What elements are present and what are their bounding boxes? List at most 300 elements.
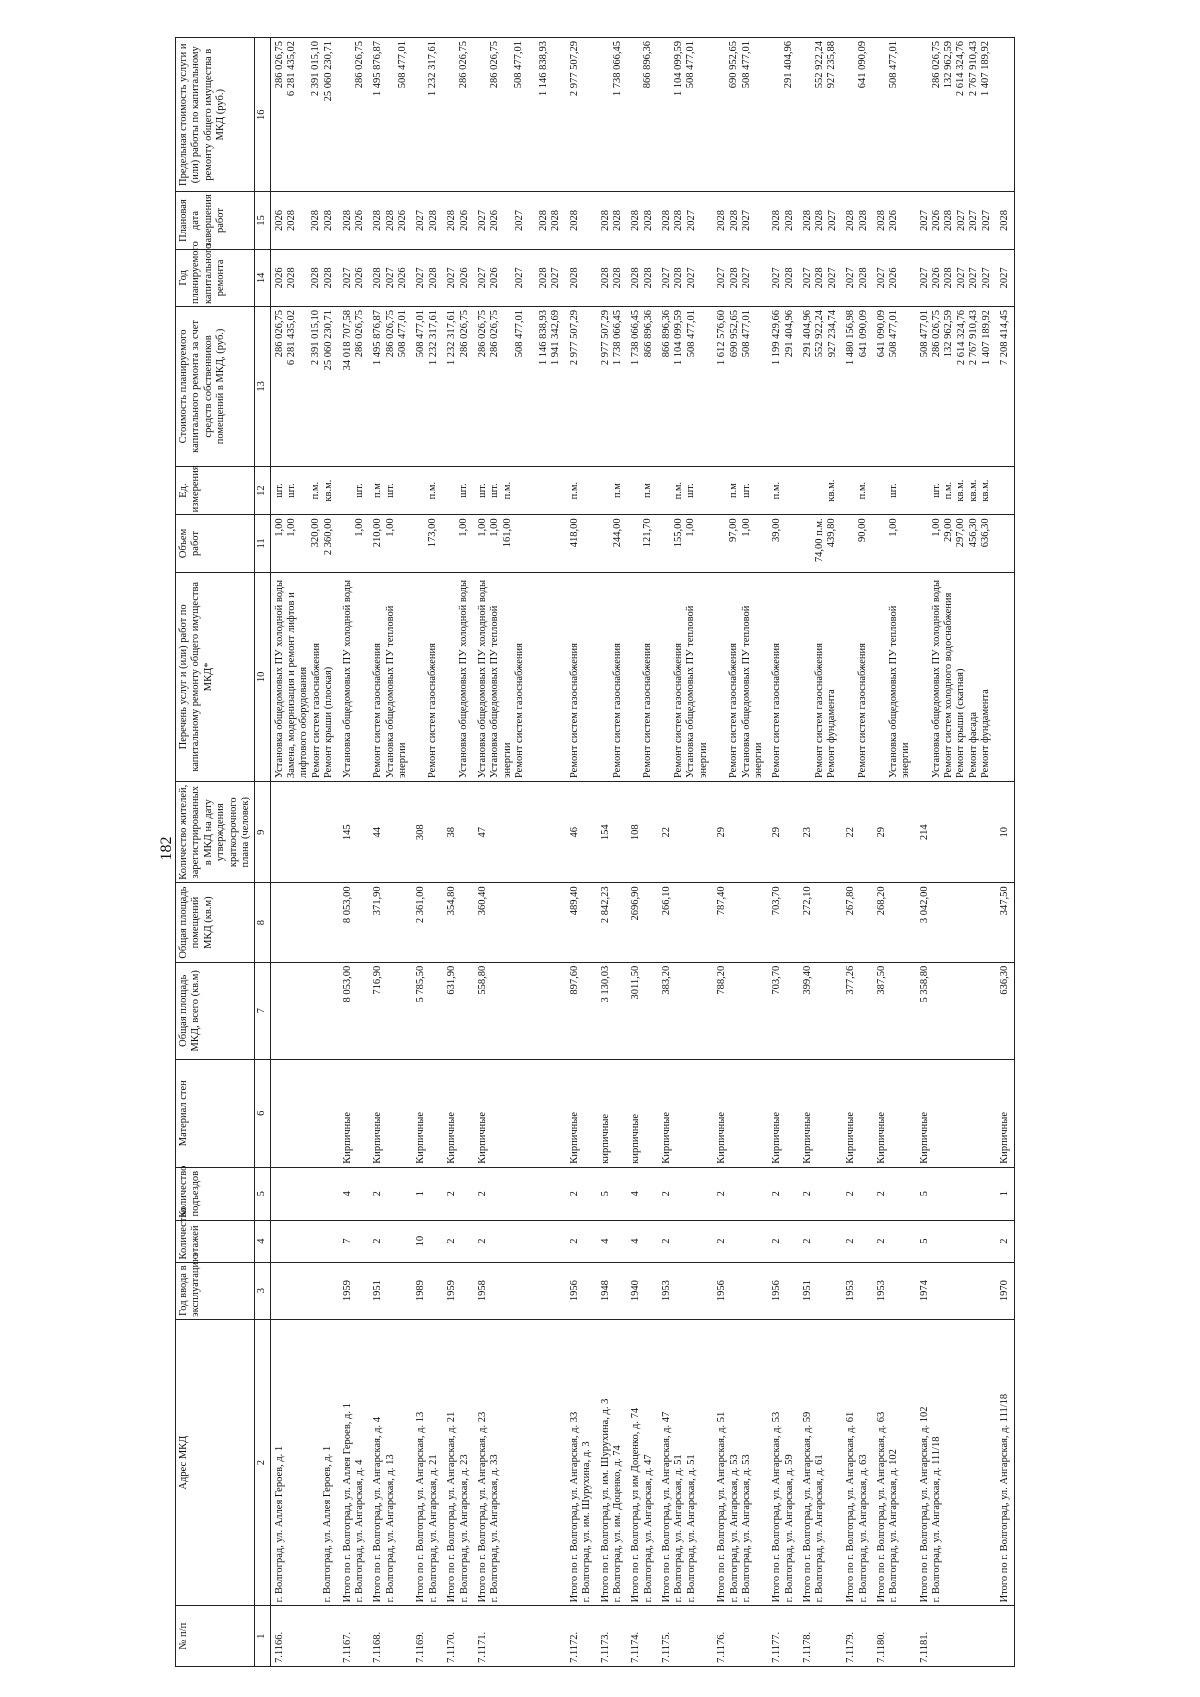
- unit-cell-line: кв.м.: [980, 479, 992, 502]
- column-number: 9: [255, 782, 270, 883]
- unit-cell: [270, 466, 338, 514]
- address-cell-line: [286, 1323, 298, 1603]
- completion-date-cell-line: 2028: [568, 210, 580, 232]
- limit-cost-cell-line: 1 232 317,61: [427, 41, 439, 97]
- planned-year-cell-line: 2026: [931, 267, 942, 289]
- volume-cell-line: 210,00: [372, 518, 384, 548]
- cost-cell-line: 641 090,09: [857, 310, 869, 358]
- entrances-cell: 2: [369, 1167, 412, 1220]
- completion-date-cell-line: 2028: [814, 210, 826, 232]
- works-list-cell: [566, 572, 597, 781]
- works-list-cell: [597, 572, 628, 781]
- address-cell-line: г. Волгоград, ул. Ангарская, д. 47: [642, 1454, 654, 1603]
- cost-cell-line: 286 026,75: [476, 310, 488, 358]
- works-list-cell-line: Установка общедомовых ПУ тепловой энергии: [489, 605, 513, 779]
- unit-cell-line: [342, 470, 354, 511]
- unit-cell-line: шт.: [740, 483, 752, 498]
- table-row: [627, 38, 658, 1667]
- residents-cell: 29: [768, 782, 799, 883]
- completion-date-cell-line: 2028: [771, 210, 783, 232]
- floors-cell: 2: [566, 1220, 597, 1262]
- wall-material-cell: Кирпичные: [369, 1059, 412, 1167]
- floors-cell: 2: [873, 1220, 916, 1262]
- planned-year-cell-line: 2028: [814, 267, 826, 289]
- volume-cell-line: 1,00: [489, 518, 501, 537]
- floors-cell: 7: [339, 1220, 370, 1262]
- limit-cost-cell-line: 552 922,24: [814, 41, 825, 89]
- unit-cell: [597, 466, 628, 514]
- works-list-cell: [873, 572, 916, 781]
- planned-year-cell-line: 2028: [673, 267, 685, 289]
- floors-cell: 2: [658, 1220, 713, 1262]
- limit-cost-cell: [339, 38, 370, 192]
- unit-cell-line: [630, 470, 642, 511]
- cost-cell-line: 2 767 910,43: [968, 310, 980, 366]
- cost-cell-line: 508 477,01: [740, 310, 752, 358]
- address-cell: [270, 1319, 338, 1606]
- volume-cell-line: 418,00: [568, 518, 580, 548]
- works-list-cell-line: Ремонт систем холодного водоснабжения: [943, 592, 954, 779]
- cost-cell: [658, 307, 713, 467]
- floors-cell: 5: [916, 1220, 996, 1262]
- unit-cell: [412, 466, 443, 514]
- planned-year-cell: [369, 249, 412, 306]
- works-list-cell-line: Замена, модернизация и ремонт лифтов и лифтового оборудования: [286, 592, 310, 779]
- entrances-cell: [270, 1167, 338, 1220]
- cost-cell-line: 1 199 429,66: [771, 310, 783, 366]
- row-number: 7.1168.: [369, 1606, 412, 1667]
- works-list-cell-line: Установка общедомовых ПУ холодной воды: [458, 579, 470, 779]
- volume-cell-line: 29,00: [943, 518, 954, 542]
- unit-cell: [474, 466, 566, 514]
- completion-date-cell-line: 2026: [458, 210, 470, 232]
- limit-cost-cell-line: 1 495 876,87: [372, 41, 384, 97]
- limit-cost-cell-line: 508 477,01: [396, 41, 408, 89]
- limit-cost-cell: [873, 38, 916, 192]
- premises-area-cell: 266,10: [658, 883, 713, 962]
- planned-year-cell-line: 2026: [273, 267, 285, 289]
- completion-date-cell: [412, 192, 443, 249]
- unit-cell-line: кв.м.: [322, 479, 334, 502]
- address-cell-line: Итого по г. Волгоград, ул. Ангарская, д. 13: [415, 1411, 427, 1603]
- address-cell-line: Итого по г. Волгоград, ул. Аллея Героев, д. 1: [341, 1403, 353, 1603]
- planned-year-cell: [842, 249, 873, 306]
- cost-cell-line: 1 232 317,61: [427, 310, 439, 366]
- completion-date-cell-line: [526, 195, 538, 245]
- limit-cost-cell-line: 6 281 435,02: [286, 41, 297, 97]
- limit-cost-cell-line: 286 026,75: [458, 41, 470, 89]
- limit-cost-cell-line: [526, 41, 538, 188]
- planned-year-cell-line: 2027: [845, 267, 857, 289]
- volume-cell-line: 1,00: [685, 518, 697, 537]
- unit-cell-line: п.м.: [568, 481, 580, 500]
- header-row: [176, 38, 255, 1667]
- address-cell: [713, 1319, 768, 1606]
- cost-cell-line: 866 896,36: [642, 310, 654, 358]
- limit-cost-cell-line: 2 767 910,43: [967, 41, 979, 97]
- planned-year-cell: [566, 249, 597, 306]
- cost-cell-line: 291 404,96: [802, 310, 813, 358]
- total-area-cell: 3011,50: [627, 962, 658, 1059]
- completion-date-cell-line: 2028: [427, 210, 439, 232]
- limit-cost-cell-line: [630, 41, 642, 188]
- column-number: 8: [255, 883, 270, 962]
- wall-material-cell: Кирпичные: [474, 1059, 566, 1167]
- residents-cell: 10: [996, 782, 1015, 883]
- limit-cost-cell-line: [919, 41, 931, 188]
- completion-date-cell-line: 2026: [273, 210, 285, 232]
- completion-date-cell-line: 2028: [875, 210, 887, 232]
- completion-date-cell: [996, 192, 1015, 249]
- limit-cost-cell-line: 2 977 507,29: [568, 41, 580, 97]
- unit-cell-line: шт.: [476, 483, 488, 498]
- volume-cell: [412, 515, 443, 572]
- column-number: 11: [255, 515, 270, 572]
- planned-year-cell-line: 2028: [857, 267, 869, 289]
- completion-date-cell-line: 2028: [728, 210, 740, 232]
- completion-date-cell: [713, 192, 768, 249]
- planned-year-cell-line: 2027: [446, 267, 458, 289]
- entrances-cell: 2: [566, 1167, 597, 1220]
- residents-cell: [270, 782, 338, 883]
- cost-cell-line: 2 977 507,29: [599, 310, 611, 366]
- completion-date-cell-line: 2028: [611, 210, 623, 232]
- address-cell: [597, 1319, 628, 1606]
- address-cell: [916, 1319, 996, 1606]
- planned-year-cell-line: 2026: [458, 267, 470, 289]
- premises-area-cell: 354,80: [443, 883, 474, 962]
- header-cell: Общая площадь помещений МКД (кв.м): [176, 883, 255, 962]
- completion-date-cell: [597, 192, 628, 249]
- table-row: [658, 38, 713, 1667]
- column-number: 5: [255, 1167, 270, 1220]
- unit-cell-line: шт.: [458, 483, 470, 498]
- address-cell-line: г. Волгоград, ул. Ангарская, д. 53: [740, 1454, 752, 1603]
- premises-area-cell: 347,50: [996, 883, 1015, 962]
- volume-cell-line: 244,00: [611, 518, 623, 548]
- volume-cell: [799, 515, 842, 572]
- volume-cell-line: 1,00: [286, 518, 297, 537]
- column-number: 7: [255, 962, 270, 1059]
- residents-cell: 29: [873, 782, 916, 883]
- limit-cost-cell-line: [716, 41, 728, 188]
- cost-cell: [916, 307, 996, 467]
- table-row: [412, 38, 443, 1667]
- completion-date-cell: [474, 192, 566, 249]
- cost-cell-line: 1 232 317,61: [446, 310, 458, 366]
- column-number: 3: [255, 1262, 270, 1319]
- column-number: 14: [255, 249, 270, 306]
- volume-cell: [996, 515, 1015, 572]
- floors-cell: 2: [713, 1220, 768, 1262]
- completion-date-cell: [658, 192, 713, 249]
- address-cell: [412, 1319, 443, 1606]
- premises-area-cell: 2 361,00: [412, 883, 443, 962]
- volume-cell: [873, 515, 916, 572]
- floors-cell: 4: [627, 1220, 658, 1262]
- works-list-cell: [658, 572, 713, 781]
- limit-cost-cell-line: 508 477,01: [685, 41, 697, 89]
- column-number: 12: [255, 466, 270, 514]
- residents-cell: 38: [443, 782, 474, 883]
- works-list-cell-line: [845, 576, 857, 778]
- cost-cell: [443, 307, 474, 467]
- year-built-cell: 1959: [443, 1262, 474, 1319]
- volume-cell-line: [999, 518, 1011, 568]
- address-cell-line: Итого по г. Волгоград, ул. Ангарская, д. 61: [845, 1411, 857, 1603]
- unit-cell-line: шт.: [384, 483, 396, 498]
- unit-cell-line: п.м.: [943, 481, 954, 500]
- limit-cost-cell: [443, 38, 474, 192]
- planned-year-cell-line: 2026: [489, 267, 501, 289]
- limit-cost-cell-line: 286 026,75: [273, 41, 285, 89]
- row-number: 7.1171.: [474, 1606, 566, 1667]
- completion-date-cell-line: 2028: [998, 210, 1010, 232]
- volume-cell-line: 2 360,00: [322, 518, 334, 556]
- planned-year-cell-line: 2028: [611, 267, 623, 289]
- cost-cell-line: 1 738 066,45: [611, 310, 623, 366]
- unit-cell-line: шт.: [353, 483, 365, 498]
- planned-year-cell-line: 2028: [568, 267, 580, 289]
- volume-cell-line: 1,00: [353, 518, 365, 537]
- address-cell-line: Итого по г. Волгоград, ул. Ангарская, д. 63: [875, 1411, 887, 1603]
- volume-cell-line: 1,00: [458, 518, 470, 537]
- total-area-cell: 5 785,50: [412, 962, 443, 1059]
- total-area-cell: 788,20: [713, 962, 768, 1059]
- floors-cell: 10: [412, 1220, 443, 1262]
- entrances-cell: 2: [443, 1167, 474, 1220]
- works-list-cell-line: Ремонт систем газоснабжения: [814, 643, 825, 779]
- limit-cost-cell-line: 25 060 230,71: [322, 41, 334, 102]
- residents-cell: 308: [412, 782, 443, 883]
- cost-cell-line: 291 404,96: [783, 310, 795, 358]
- volume-cell: [916, 515, 996, 572]
- cost-cell-line: 286 026,75: [273, 310, 285, 358]
- planned-year-cell-line: 2026: [397, 267, 408, 289]
- floors-cell: 2: [474, 1220, 566, 1262]
- planned-year-cell-line: 2028: [322, 267, 334, 289]
- limit-cost-cell-line: 2 391 015,10: [310, 41, 322, 97]
- limit-cost-cell-line: 286 026,75: [930, 41, 942, 89]
- volume-cell: [597, 515, 628, 572]
- row-number: 7.1176.: [713, 1606, 768, 1667]
- entrances-cell: 5: [916, 1167, 996, 1220]
- planned-year-cell: [474, 249, 566, 306]
- cost-cell: [873, 307, 916, 467]
- unit-cell: [996, 466, 1015, 514]
- unit-cell: [842, 466, 873, 514]
- limit-cost-cell: [713, 38, 768, 192]
- works-list-cell: [799, 572, 842, 781]
- year-built-cell: 1948: [597, 1262, 628, 1319]
- completion-date-cell-line: 2027: [740, 210, 752, 232]
- volume-cell-line: 173,00: [427, 518, 439, 548]
- unit-cell-line: [415, 470, 427, 511]
- volume-cell-line: 74,00 п.м.: [814, 518, 825, 563]
- completion-date-cell-line: 2028: [943, 210, 955, 232]
- header-cell: Материал стен: [176, 1059, 255, 1167]
- capital-repair-table: [175, 37, 1015, 1667]
- planned-year-cell-line: 2027: [476, 267, 488, 289]
- completion-date-cell-line: 2026: [931, 210, 942, 232]
- completion-date-cell: [339, 192, 370, 249]
- planned-year-cell-line: 2027: [802, 267, 813, 289]
- table-row: [566, 38, 597, 1667]
- cost-cell-line: 927 234,74: [826, 310, 838, 358]
- column-number: 15: [255, 192, 270, 249]
- address-cell: [799, 1319, 842, 1606]
- premises-area-cell: 8 053,00: [339, 883, 370, 962]
- total-area-cell: 8 053,00: [339, 962, 370, 1059]
- unit-cell: [443, 466, 474, 514]
- floors-cell: 2: [443, 1220, 474, 1262]
- unit-cell-line: шт.: [887, 483, 899, 498]
- works-list-cell-line: Ремонт систем газоснабжения: [372, 643, 384, 779]
- cost-cell: [474, 307, 566, 467]
- unit-cell: [627, 466, 658, 514]
- premises-area-cell: 489,40: [566, 883, 597, 962]
- header-cell: Плановая дата завершения работ: [176, 192, 255, 249]
- row-number: 7.1175.: [658, 1606, 713, 1667]
- limit-cost-cell: [369, 38, 412, 192]
- residents-cell: 23: [799, 782, 842, 883]
- volume-cell-line: [342, 518, 354, 568]
- total-area-cell: 703,70: [768, 962, 799, 1059]
- wall-material-cell: Кирпичные: [339, 1059, 370, 1167]
- works-list-cell-line: [802, 576, 814, 778]
- cost-cell-line: 1 941 342,69: [550, 310, 562, 366]
- limit-cost-cell-line: 1 738 066,45: [611, 41, 623, 97]
- cost-cell: [768, 307, 799, 467]
- floors-cell: 2: [369, 1220, 412, 1262]
- completion-date-cell-line: 2028: [802, 210, 813, 232]
- cost-cell-line: 508 477,01: [513, 310, 525, 358]
- address-cell: [369, 1319, 412, 1606]
- year-built-cell: 1953: [658, 1262, 713, 1319]
- limit-cost-cell: [270, 38, 338, 192]
- page-number: 182: [158, 836, 175, 861]
- planned-year-cell-line: 2028: [538, 267, 549, 289]
- volume-cell: [768, 515, 799, 572]
- planned-year-cell-line: 2027: [980, 267, 992, 289]
- works-list-cell: [768, 572, 799, 781]
- limit-cost-cell: [799, 38, 842, 192]
- premises-area-cell: 703,70: [768, 883, 799, 962]
- unit-cell: [339, 466, 370, 514]
- unit-cell-line: п.м: [372, 483, 384, 499]
- residents-cell: 44: [369, 782, 412, 883]
- address-cell-line: Итого по г. Волгоград, ул. Ангарская, д. 53: [771, 1411, 783, 1603]
- limit-cost-cell-line: [477, 41, 489, 188]
- cost-cell-line: 286 026,75: [353, 310, 365, 358]
- wall-material-cell: Кирпичные: [412, 1059, 443, 1167]
- limit-cost-cell: [768, 38, 799, 192]
- planned-year-cell-line: [526, 253, 538, 303]
- planned-year-cell: [412, 249, 443, 306]
- works-list-cell: [369, 572, 412, 781]
- entrances-cell: 2: [474, 1167, 566, 1220]
- total-area-cell: 399,40: [799, 962, 842, 1059]
- header-cell: Перечень услуг и (или) работ по капитальному ремонту общего имущества МКД*: [176, 572, 255, 781]
- table-row: [873, 38, 916, 1667]
- unit-cell-line: п.м: [611, 483, 623, 499]
- completion-date-cell-line: 2028: [857, 210, 869, 232]
- address-cell-line: г. Волгоград, ул. Ангарская, д. 59: [783, 1454, 795, 1603]
- address-cell-line: Итого по г. Волгоград, ул. им. Шурухина, д. 3: [599, 1398, 611, 1603]
- limit-cost-cell: [842, 38, 873, 192]
- total-area-cell: 716,90: [369, 962, 412, 1059]
- unit-cell-line: п.м.: [427, 481, 439, 500]
- cost-cell: [996, 307, 1015, 467]
- header-number-row: [255, 38, 270, 1667]
- cost-cell-line: 1 738 066,45: [630, 310, 642, 366]
- unit-cell-line: [999, 470, 1011, 511]
- column-number: 16: [255, 38, 270, 192]
- floors-cell: 4: [597, 1220, 628, 1262]
- header-cell: Адрес МКД: [176, 1319, 255, 1606]
- address-cell-line: г. Волгоград, ул. им. Шурухина, д. 3: [581, 1441, 593, 1603]
- header-cell: Объем работ: [176, 515, 255, 572]
- row-number: 7.1174.: [627, 1606, 658, 1667]
- premises-area-cell: 3 042,00: [916, 883, 996, 962]
- planned-year-cell-line: 2027: [685, 267, 697, 289]
- year-built-cell: 1989: [412, 1262, 443, 1319]
- cost-cell: [412, 307, 443, 467]
- volume-cell: [270, 515, 338, 572]
- limit-cost-cell: [412, 38, 443, 192]
- year-built-cell: 1970: [996, 1262, 1015, 1319]
- entrances-cell: 2: [658, 1167, 713, 1220]
- table-row: [799, 38, 842, 1667]
- completion-date-cell-line: 2028: [322, 210, 334, 232]
- residents-cell: 145: [339, 782, 370, 883]
- cost-cell-line: 508 477,01: [685, 310, 697, 358]
- limit-cost-cell: [916, 38, 996, 192]
- volume-cell: [713, 515, 768, 572]
- works-list-cell: [339, 572, 370, 781]
- works-list-cell-line: [661, 576, 673, 778]
- completion-date-cell-line: 2028: [372, 210, 384, 232]
- address-cell-line: г. Волгоград, ул. Ангарская, д. 21: [427, 1454, 439, 1603]
- table-row: [270, 38, 338, 1667]
- completion-date-cell: [842, 192, 873, 249]
- premises-area-cell: 2696,90: [627, 883, 658, 962]
- column-number: 2: [255, 1319, 270, 1606]
- completion-date-cell-line: 2028: [310, 210, 322, 232]
- volume-cell: [443, 515, 474, 572]
- completion-date-cell-line: 2028: [716, 210, 728, 232]
- address-cell-line: Итого по г. Волгоград, ул. Ангарская, д. 51: [716, 1411, 728, 1603]
- year-built-cell: 1953: [842, 1262, 873, 1319]
- works-list-cell-line: Установка общедомовых ПУ тепловой энергии: [740, 605, 764, 779]
- floors-cell: 2: [842, 1220, 873, 1262]
- unit-cell: [916, 466, 996, 514]
- header-cell: Общая площадь МКД, всего (кв.м): [176, 962, 255, 1059]
- residents-cell: 46: [566, 782, 597, 883]
- completion-date-cell-line: 2028: [673, 210, 685, 232]
- address-cell: [996, 1319, 1015, 1606]
- volume-cell-line: 90,00: [857, 518, 869, 542]
- wall-material-cell: Кирпичные: [916, 1059, 996, 1167]
- cost-cell: [713, 307, 768, 467]
- limit-cost-cell: [996, 38, 1015, 192]
- works-list-cell-line: Ремонт систем газоснабжения: [728, 643, 740, 779]
- residents-cell: 47: [474, 782, 566, 883]
- header-cell: № п/п: [176, 1606, 255, 1667]
- cost-cell-line: [298, 310, 310, 463]
- residents-cell: 214: [916, 782, 996, 883]
- table-row: [474, 38, 566, 1667]
